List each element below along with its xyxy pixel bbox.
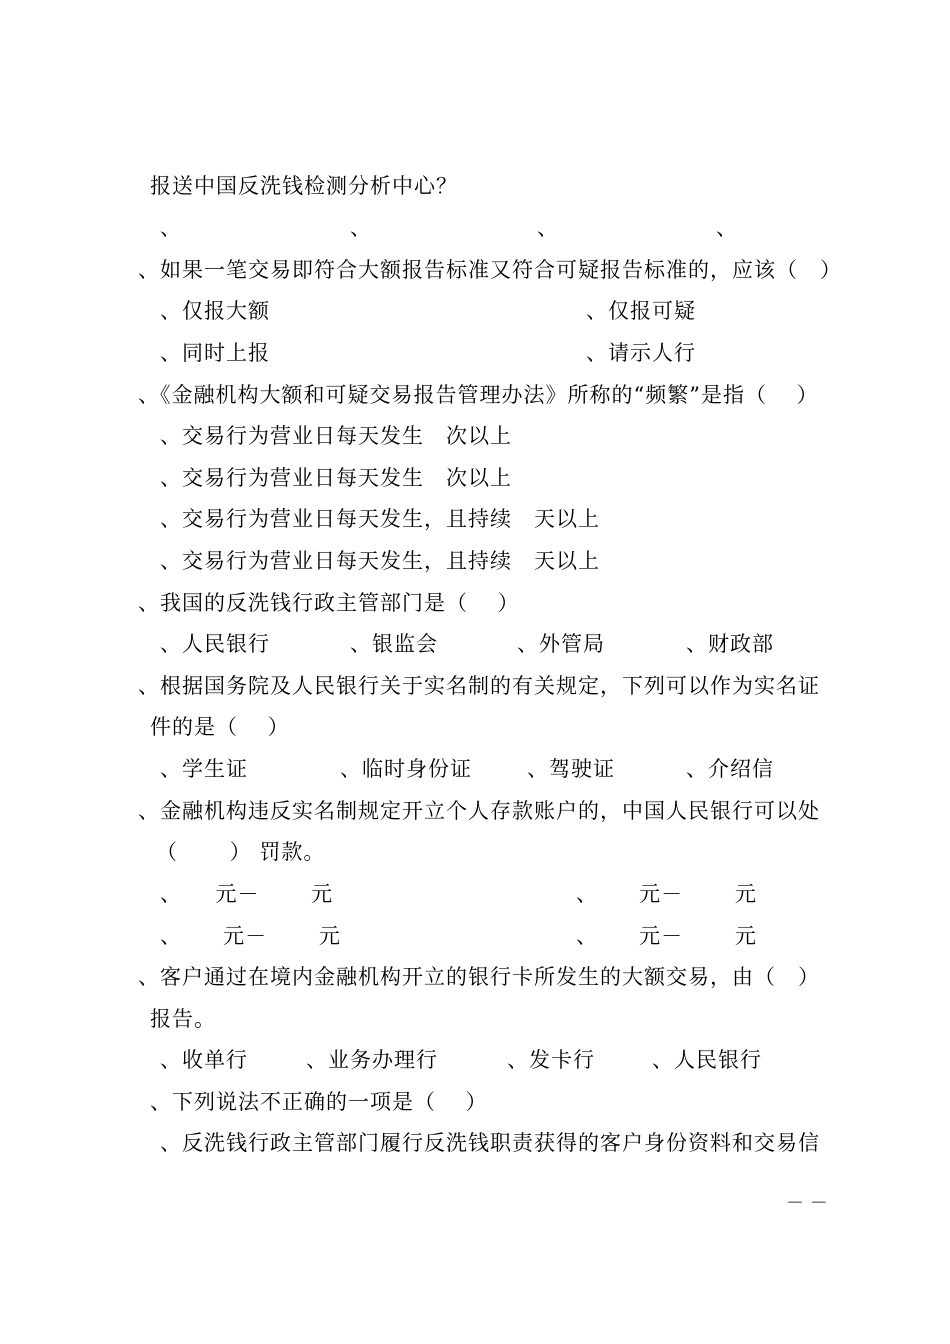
option-line: 、仅报大额	[160, 299, 270, 323]
option-line: 、 元－ 元	[160, 882, 334, 906]
option-line: 、发卡行	[507, 1048, 595, 1072]
option-marker: 、	[350, 216, 372, 240]
option-line: 、 元－ 元	[576, 882, 757, 906]
option-line: 、同时上报	[160, 341, 270, 365]
option-line: 、人民银行	[160, 632, 270, 656]
question-line: （ ） 罚款。	[156, 840, 326, 864]
question-line: 报告。	[150, 1007, 216, 1031]
option-line: 、临时身份证	[340, 757, 472, 781]
option-line: 、介绍信	[686, 757, 774, 781]
question-line: 、我国的反洗钱行政主管部门是（ ）	[138, 591, 520, 615]
option-line: 、外管局	[517, 632, 605, 656]
question-line: 、如果一笔交易即符合大额报告标准又符合可疑报告标准的，应该（ ）	[138, 258, 842, 282]
option-line: 、财政部	[686, 632, 774, 656]
option-line: 、交易行为营业日每天发生 次以上	[160, 466, 512, 490]
option-marker: 、	[716, 216, 738, 240]
question-line: 、根据国务院及人民银行关于实名制的有关规定，下列可以作为实名证	[138, 674, 820, 698]
option-line: 、人民银行	[652, 1048, 762, 1072]
option-marker: 、	[537, 216, 559, 240]
option-line: 、仅报可疑	[586, 299, 696, 323]
option-line: 、驾驶证	[527, 757, 615, 781]
option-marker: 、	[160, 216, 182, 240]
option-line: 、收单行	[160, 1048, 248, 1072]
option-line: 、反洗钱行政主管部门履行反洗钱职责获得的客户身份资料和交易信	[160, 1131, 820, 1155]
option-line: 、交易行为营业日每天发生 次以上	[160, 424, 512, 448]
question-line: 、金融机构违反实名制规定开立个人存款账户的，中国人民银行可以处	[138, 799, 820, 823]
question-line: 、客户通过在境内金融机构开立的银行卡所发生的大额交易，由（ ）	[138, 965, 820, 989]
text-line: 报送中国反洗钱检测分析中心？	[150, 174, 458, 198]
page-footer: － －	[786, 1193, 828, 1214]
option-line: 、请示人行	[586, 341, 696, 365]
question-line: 、下列说法不正确的一项是（ ）	[150, 1090, 488, 1114]
option-line: 、 元－ 元	[576, 924, 757, 948]
question-line: 件的是（ ）	[150, 715, 290, 739]
option-line: 、学生证	[160, 757, 248, 781]
question-line: 、《金融机构大额和可疑交易报告管理办法》所称的“频繁”是指（ ）	[138, 383, 819, 407]
option-line: 、交易行为营业日每天发生，且持续 天以上	[160, 549, 600, 573]
option-line: 、交易行为营业日每天发生，且持续 天以上	[160, 507, 600, 531]
option-line: 、业务办理行	[306, 1048, 438, 1072]
option-line: 、银监会	[350, 632, 438, 656]
option-line: 、 元－ 元	[160, 924, 341, 948]
